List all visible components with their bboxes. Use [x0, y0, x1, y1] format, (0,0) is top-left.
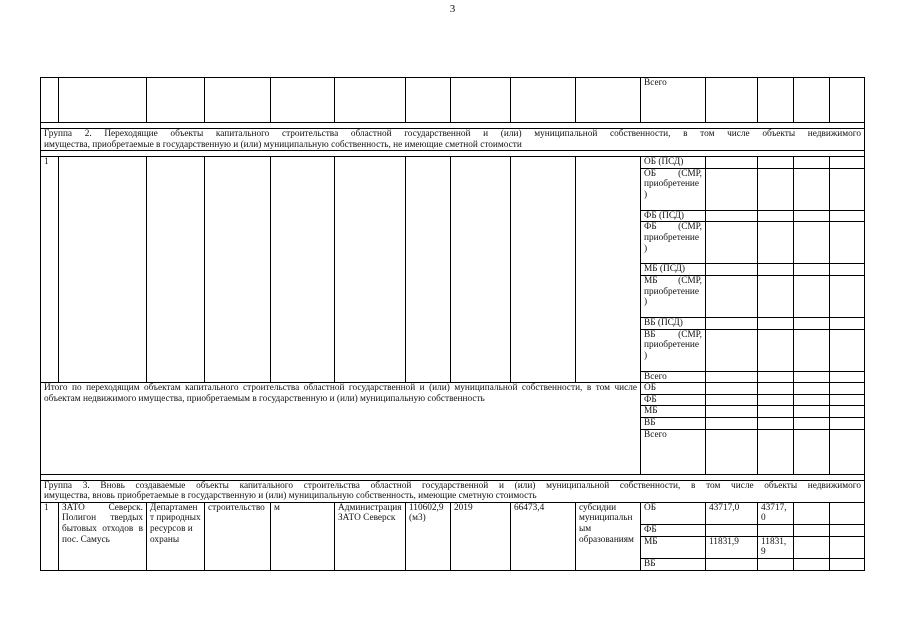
group2-title-line1: Группа 2. Переходящие объекты капитального строительства областной государственной и (или) муниципальной собственности, в том числе объекты недвижимого: [44, 129, 861, 139]
table-cell: [706, 417, 758, 429]
table-cell: [451, 157, 511, 383]
group3-title-line1: Группа 3. Вновь создаваемые объекты капитального строительства областной государственной и (или) муниципальной собственности, в том числе объекты недвижимого: [44, 480, 861, 491]
table-cell: [147, 157, 205, 383]
table-cell: [830, 329, 865, 371]
table-cell: [794, 429, 830, 474]
table-cell: [706, 264, 758, 276]
table-cell: [830, 222, 865, 264]
source-cell: МБ (ПСД): [641, 264, 706, 276]
source-cell: ФБ (ПСД): [641, 210, 706, 222]
source-cell: Всего: [641, 371, 706, 383]
table-cell: [706, 157, 758, 169]
table-row: [41, 502, 865, 524]
recipient-name: Администрация ЗАТО Северск: [335, 502, 406, 570]
table-cell: [794, 371, 830, 383]
table-cell: [758, 222, 794, 264]
table-cell: [758, 417, 794, 429]
row-number: 1: [41, 157, 59, 383]
table-cell: [706, 383, 758, 395]
amount-cell: [758, 524, 794, 536]
table-row: [41, 157, 865, 169]
table-cell: [59, 157, 147, 383]
table-cell: [830, 383, 865, 395]
table-cell: [830, 524, 865, 536]
table-cell: [758, 264, 794, 276]
amount-cell: 43717,0: [758, 502, 794, 524]
table-cell: [830, 157, 865, 169]
table-cell: [830, 371, 865, 383]
source-cell: МБ: [641, 406, 706, 418]
table-cell: [794, 222, 830, 264]
source-cell: Всего: [641, 429, 706, 474]
source-cell: ФБ: [641, 524, 706, 536]
table-cell: [794, 394, 830, 406]
table-cell: [794, 558, 830, 570]
table-cell: [758, 429, 794, 474]
table-cell: [830, 275, 865, 317]
table-cell: [794, 275, 830, 317]
table-cell: [830, 406, 865, 418]
table-cell: [830, 536, 865, 558]
group2-title-line2: имущества, приобретаемые в государственную и (или) муниципальную собственность, не имеющие сметной стоимости: [44, 139, 522, 150]
source-cell: ВБ (ПСД): [641, 317, 706, 329]
year-value: 2019: [451, 502, 511, 570]
table-cell: [830, 417, 865, 429]
table-cell: [830, 394, 865, 406]
table-cell: [706, 329, 758, 371]
source-cell: ВБ (СМР, приобретение): [641, 329, 706, 371]
table-cell: [794, 502, 830, 524]
capacity-value: 110602,9 (м3): [406, 502, 451, 570]
table-cell: [830, 317, 865, 329]
table-cell: [758, 394, 794, 406]
table-cell: [758, 168, 794, 210]
table-cell: [706, 168, 758, 210]
table-cell: [511, 157, 576, 383]
table-cell: [794, 210, 830, 222]
table-body: [41, 78, 865, 571]
table-cell: [758, 157, 794, 169]
amount-cell: 43717,0: [706, 502, 758, 524]
table-cell: [794, 406, 830, 418]
source-cell: ОБ: [641, 383, 706, 395]
amount-cell: 11831,9: [758, 536, 794, 558]
source-cell: Всего: [641, 78, 706, 123]
table-cell: [706, 222, 758, 264]
table-cell: [830, 264, 865, 276]
table-cell: [794, 157, 830, 169]
table-cell: [205, 157, 271, 383]
table-cell: [794, 524, 830, 536]
customer-name: Департамент природных ресурсов и охраны: [147, 502, 205, 570]
page-number: 3: [449, 3, 456, 15]
table-cell: [794, 417, 830, 429]
table-cell: [794, 536, 830, 558]
table-cell: [706, 394, 758, 406]
table-cell: [706, 317, 758, 329]
table-cell: [794, 264, 830, 276]
table-cell: [794, 329, 830, 371]
amount-cell: [758, 558, 794, 570]
table-cell: [758, 210, 794, 222]
source-cell: ОБ (ПСД): [641, 157, 706, 169]
source-cell: МБ: [641, 536, 706, 558]
source-cell: ФБ (СМР, приобретение): [641, 222, 706, 264]
estimate-value: 66473,4: [511, 502, 576, 570]
group3-title-line2: имущества, вновь приобретаемые в государственную и (или) муниципальную собственность, имеющие сметную стоимость: [44, 491, 537, 502]
table-cell: [706, 210, 758, 222]
source-cell: ОБ (СМР, приобретение): [641, 168, 706, 210]
source-cell: МБ (СМР, приобретение): [641, 275, 706, 317]
table-cell: [706, 275, 758, 317]
table-cell: [706, 406, 758, 418]
source-cell: ВБ: [641, 417, 706, 429]
table-cell: [830, 429, 865, 474]
amount-cell: [706, 524, 758, 536]
table-cell: [758, 371, 794, 383]
table-cell: [335, 157, 406, 383]
budget-table: [40, 77, 865, 571]
table-cell: [758, 275, 794, 317]
source-cell: ВБ: [641, 558, 706, 570]
table-cell: [830, 168, 865, 210]
table-cell: [758, 329, 794, 371]
row-number: 1: [41, 502, 59, 570]
table-cell: [830, 210, 865, 222]
source-cell: ФБ: [641, 394, 706, 406]
table-cell: [830, 558, 865, 570]
source-cell: ОБ: [641, 502, 706, 524]
table-cell: [706, 429, 758, 474]
table-cell: [271, 157, 335, 383]
amount-cell: 11831,9: [706, 536, 758, 558]
amount-cell: [706, 558, 758, 570]
table-row: [41, 383, 865, 395]
table-cell: [758, 317, 794, 329]
financing-form: субсидии муниципальным образованиям: [576, 502, 641, 570]
table-cell: [794, 168, 830, 210]
group-header-row: [41, 480, 865, 502]
group3-title: [41, 480, 865, 502]
table-cell: [830, 502, 865, 524]
ownership-type: м: [271, 502, 335, 570]
object-name: ЗАТО Северск. Полигон твердых бытовых отходов в пос. Самусь: [59, 502, 147, 570]
group-header-row: [41, 129, 865, 151]
table-cell: [794, 383, 830, 395]
work-type: строительство: [205, 502, 271, 570]
table-cell: [706, 371, 758, 383]
table-cell: [576, 157, 641, 383]
table-cell: [794, 317, 830, 329]
table-cell: [758, 383, 794, 395]
table-cell: [758, 406, 794, 418]
table-row: [41, 78, 865, 123]
group2-title: [41, 129, 865, 151]
group2-total-label: Итого по переходящим объектам капитального строительства областной государственной и (или) муниципальной собственности, в том числе объектам недвижимого имущества, приобретаемым в государственную и (или) муниципальную собственность: [41, 383, 641, 474]
table-cell: [406, 157, 451, 383]
